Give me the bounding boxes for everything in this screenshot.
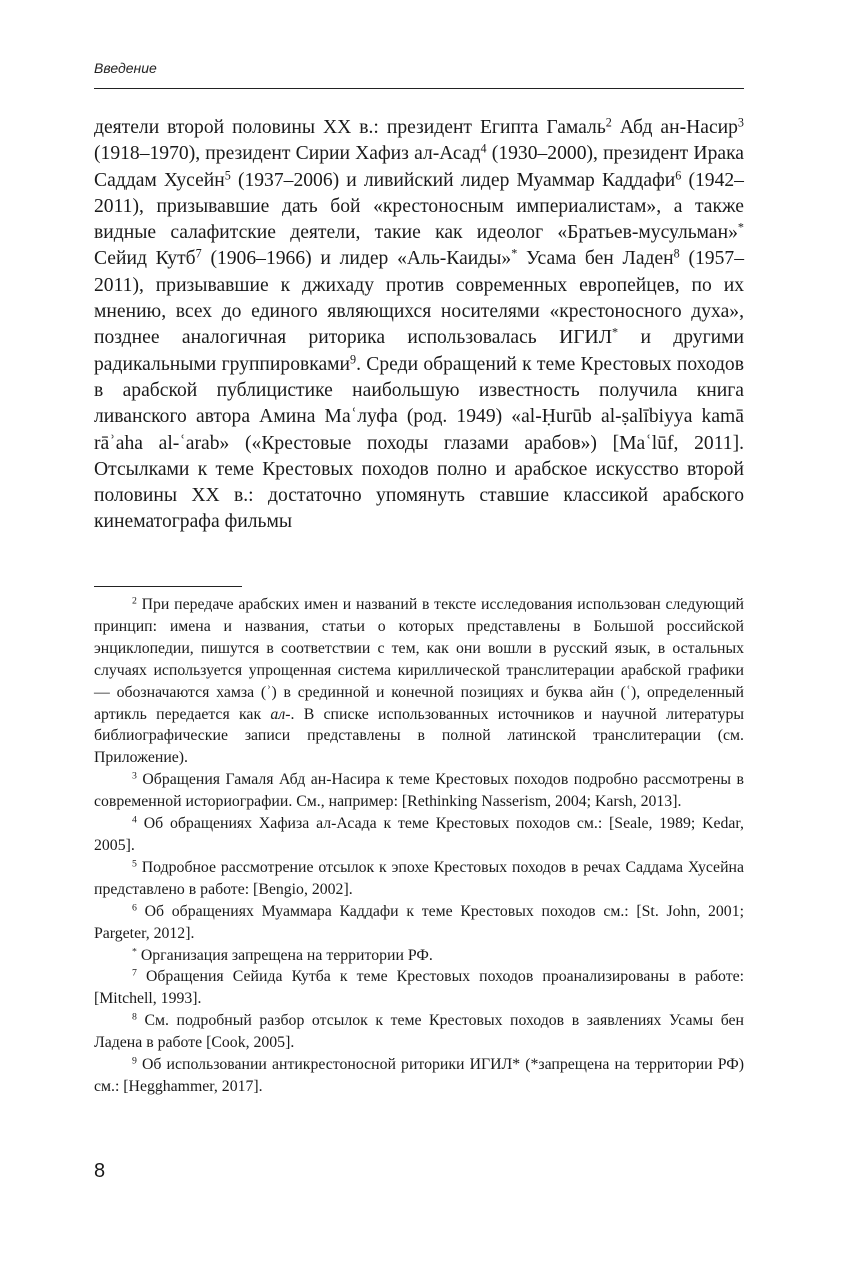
footnote-ref-4[interactable]: 4 [480,141,487,156]
text-run: Усама бен Ладен [517,248,674,270]
footnote-2 [94,594,744,769]
footnote-ref-star[interactable]: * [612,325,619,340]
footnote-text: Об обращениях Муаммара Каддафи к теме Крестовых походов см.: [St. John, 2001; Pargeter, 2012]. [94,902,744,942]
footnote-text: . В списке использованных источников и научной литературы библиографические записи представлены в полной латинской транслитерации (см. Приложение). [94,705,744,767]
footnote-ref-3[interactable]: 3 [737,115,744,130]
footnote-mark: 7 [132,968,137,980]
text-run: . Среди обращений к теме Крестовых походов в арабской публицистике наибольшую известность получила книга ливанского автора Амина Маʿлуфа (род. 1949) «al-Ḥurūb al-ṣalībiyya kamā rāʾaha al-ʿarab» («Крестовые походы глазами арабов») [Maʿlūf, 2011]. Отсылками к теме Крестовых походов полно и арабское искусство второй половины XX в.: достаточно упомянуть ставшие классикой арабского кинематографа фильмы [94,353,744,533]
footnote-mark: 6 [132,902,137,914]
footnote-ref-7[interactable]: 7 [195,246,202,261]
footnote-separator [94,586,242,587]
text-run: (1942–2011), призывавшие дать бой «крестоносным империалистам», а также видные салафитские деятели, такие как идеолог «Братьев-мусульман» [94,169,744,244]
footnote-8 [94,1010,744,1054]
header-rule [94,88,744,89]
footnote-text: Обращения Гамаля Абд ан-Насира к теме Крестовых походов подробно рассмотрены в современной историографии. См., например: [Rethinking Nasserism, 2004; Karsh, 2013]. [94,771,744,811]
text-run: Сейид Кутб [94,248,196,270]
footnote-ref-star[interactable]: * [737,220,744,235]
footnote-mark: 3 [132,770,137,782]
footnote-ref-6[interactable]: 6 [675,167,682,182]
footnote-3 [94,769,744,813]
page-number: 8 [94,1160,106,1182]
running-head: Введение [94,60,157,76]
footnote-4 [94,813,744,857]
footnote-ref-star[interactable]: * [511,246,518,261]
text-run: (1930–2000), президент Ирака Саддам Хусейн [94,143,744,191]
footnotes-block [94,594,744,1098]
footnote-text: Об использовании антикрестоносной риторики ИГИЛ* (*запрещена на территории РФ) см.: [Hegghammer, 2017]. [94,1056,744,1095]
main-text [94,115,744,536]
footnote-mark: 2 [132,595,137,607]
footnote-mark: 8 [132,1011,137,1023]
footnote-text: Об обращениях Хафиза ал-Асада к теме Крестовых походов см.: [Seale, 1989; Kedar, 2005]. [94,815,744,854]
footnote-6 [94,901,744,945]
footnote-text: См. подробный разбор отсылок к теме Крестовых походов в заявлениях Усамы бен Ладена в работе [Cook, 2005]. [94,1012,744,1052]
footnote-ref-9[interactable]: 9 [350,352,357,366]
footnote-ref-8[interactable]: 8 [673,246,680,261]
text-run: (1937–2006) и ливийский лидер Муаммар Каддафи [230,169,676,191]
footnote-ref-5[interactable]: 5 [224,167,231,182]
footnote-text: Подробное рассмотрение отсылок к эпохе Крестовых походов в речах Саддама Хусейна представлено в работе: [Bengio, 2002]. [94,858,744,898]
text-run: (1906–1966) и лидер «Аль-Каиды» [201,248,512,270]
footnote-7 [94,966,744,1010]
text-run: деятели второй половины XX в.: президент Египта Гамаль [94,117,606,138]
footnote-star [94,945,744,967]
footnote-mark: 4 [132,814,137,826]
text-run: (1957–2011), призывавшие к джихаду против современных европейцев, по их мнению, всех до единого являющихся носителями «крестоносного духа», позднее аналогичная риторика использовалась ИГИЛ [94,248,744,349]
footnote-mark: 9 [132,1055,137,1067]
footnote-ref-2[interactable]: 2 [605,115,612,130]
footnote-5 [94,857,744,901]
footnote-text: При передаче арабских имен и названий в тексте исследования использован следующий принцип: имена и названия, статьи о которых представлены в Большой российской энциклопедии, пишутся в соответствии с тем, как они вошли в русский язык, в остальных случаях используется упрощенная система кириллической транслитерации арабской графики — обозначаются хамза (ʾ) в срединной и конечной позициях и буква айн (ʿ), определенный артикль передается как [94,596,744,723]
footnote-text-italic: ал- [270,705,291,723]
footnote-mark: * [132,946,137,958]
footnote-9 [94,1054,744,1098]
footnote-text: Организация запрещена на территории РФ. [136,946,433,964]
footnote-text: Обращения Сейида Кутба к теме Крестовых походов проанализированы в работе: [Mitchell, 1993]. [94,968,744,1008]
text-run: (1918–1970), президент Сирии Хафиз ал-Асад [94,143,481,165]
text-run: и другими радикальными группировками [94,327,745,375]
footnote-mark: 5 [132,858,137,870]
body-paragraph [94,115,744,536]
text-run: Абд ан-Насир [611,117,738,138]
